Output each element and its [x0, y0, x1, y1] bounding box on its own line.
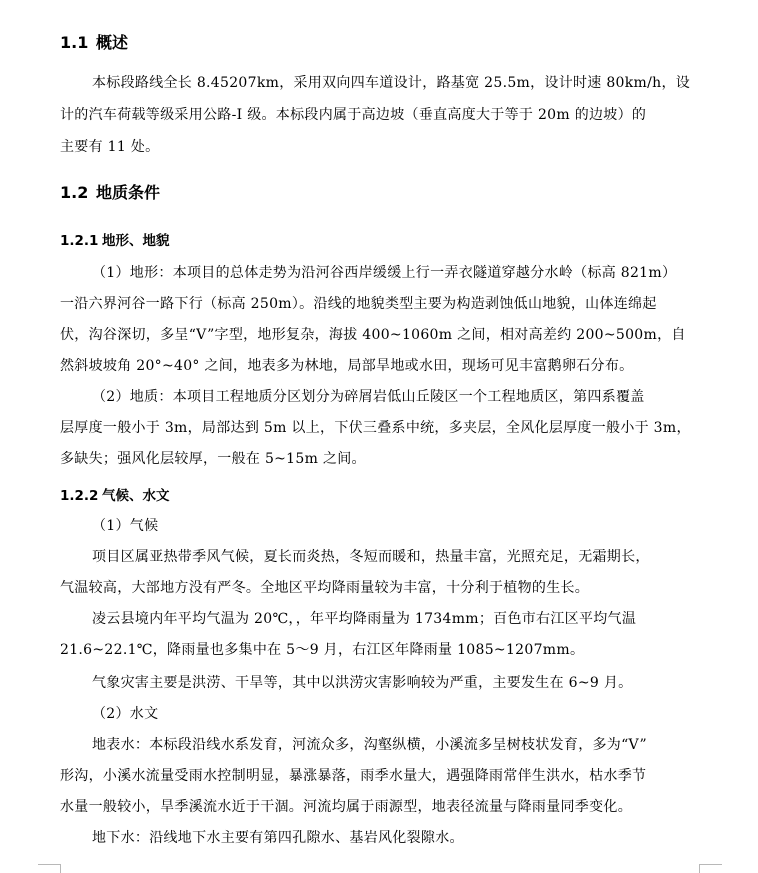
subsection-number: 1.2.1: [60, 233, 99, 249]
paragraph-line: 21.6~22.1℃，降雨量也多集中在 5～9 月，右江区年降雨量 1085~1207mm。: [60, 642, 585, 658]
paragraph-line: 凌云县境内年平均气温为 20℃，，年平均降雨量为 1734mm；百色市右江区平均气温: [92, 611, 637, 627]
section-title: 概述: [96, 33, 129, 52]
paragraph-line: 水量一般较小，旱季溪流水近于干涸。河流均属于雨源型，地表径流量与降雨量同季变化。: [60, 799, 632, 815]
subsection-title: 气候、水文: [102, 488, 170, 504]
item-label: （1）气候: [92, 518, 159, 534]
section-number: 1.1: [60, 33, 89, 52]
paragraph-line: 地表水：本标段沿线水系发育，河流众多，沟壑纵横，小溪流多呈树枝状发育，多为“V”: [92, 737, 647, 753]
paragraph-line: 形沟，小溪水流量受雨水控制明显，暴涨暴落，雨季水量大，遇强降雨常伴生洪水，枯水季节: [60, 768, 647, 784]
section-heading: [60, 30, 128, 53]
paragraph-line: 一沿六界河谷一路下行（标高 250m）。沿线的地貌类型主要为构造剥蚀低山地貌，山体连绵起: [60, 296, 657, 312]
paragraph-line: 本标段路线全长 8.45207km，采用双向四车道设计，路基宽 25.5m，设计时速 80km/h，设: [92, 75, 691, 91]
subsection-heading: [60, 484, 170, 504]
subsection-title: 地形、地貌: [102, 233, 170, 249]
paragraph-line: （2）地质：本项目工程地质分区划分为碎屑岩低山丘陵区一个工程地质区，第四系覆盖: [92, 389, 645, 405]
section-title: 地质条件: [96, 183, 161, 202]
paragraph-line: 伏，沟谷深切，多呈“V”字型，地形复杂，海拔 400~1060m 之间，相对高差约 200~500m，自: [60, 327, 686, 343]
paragraph-line: 计的汽车荷载等级采用公路-I 级。本标段内属于高边坡（垂直高度大于等于 20m 的边坡）的: [60, 107, 647, 123]
paragraph-line: （1）地形：本项目的总体走势为沿河谷西岸缓缓上行一弄衣隧道穿越分水岭（标高 821m）: [92, 265, 677, 281]
section-heading: [60, 180, 160, 203]
item-label: （2）水文: [92, 706, 159, 722]
paragraph-line: 然斜坡坡角 20°~40° 之间，地表多为林地，局部旱地或水田，现场可见丰富鹅卵石分布。: [60, 358, 634, 374]
paragraph-line: 多缺失；强风化层较厚，一般在 5~15m 之间。: [60, 451, 366, 467]
paragraph-line: 项目区属亚热带季风气候，夏长而炎热，冬短而暖和，热量丰富，光照充足，无霜期长，: [92, 549, 650, 565]
section-number: 1.2: [60, 183, 89, 202]
subsection-heading: [60, 229, 170, 249]
paragraph-line: 气温较高，大部地方没有严冬。全地区平均降雨量较为丰富，十分利于植物的生长。: [60, 580, 590, 596]
paragraph-line: 主要有 11 处。: [60, 139, 160, 155]
paragraph-line: 地下水：沿线地下水主要有第四孔隙水、基岩风化裂隙水。: [92, 830, 464, 846]
paragraph-line: 气象灾害主要是洪涝、干旱等，其中以洪涝灾害影响较为严重，主要发生在 6~9 月。: [92, 675, 633, 691]
subsection-number: 1.2.2: [60, 488, 99, 504]
page-corner-mark: [699, 864, 722, 873]
paragraph-line: 层厚度一般小于 3m，局部达到 5m 以上，下伏三叠系中统，多夹层，全风化层厚度一般小于 3m，: [60, 420, 691, 436]
page-corner-mark: [38, 864, 61, 873]
